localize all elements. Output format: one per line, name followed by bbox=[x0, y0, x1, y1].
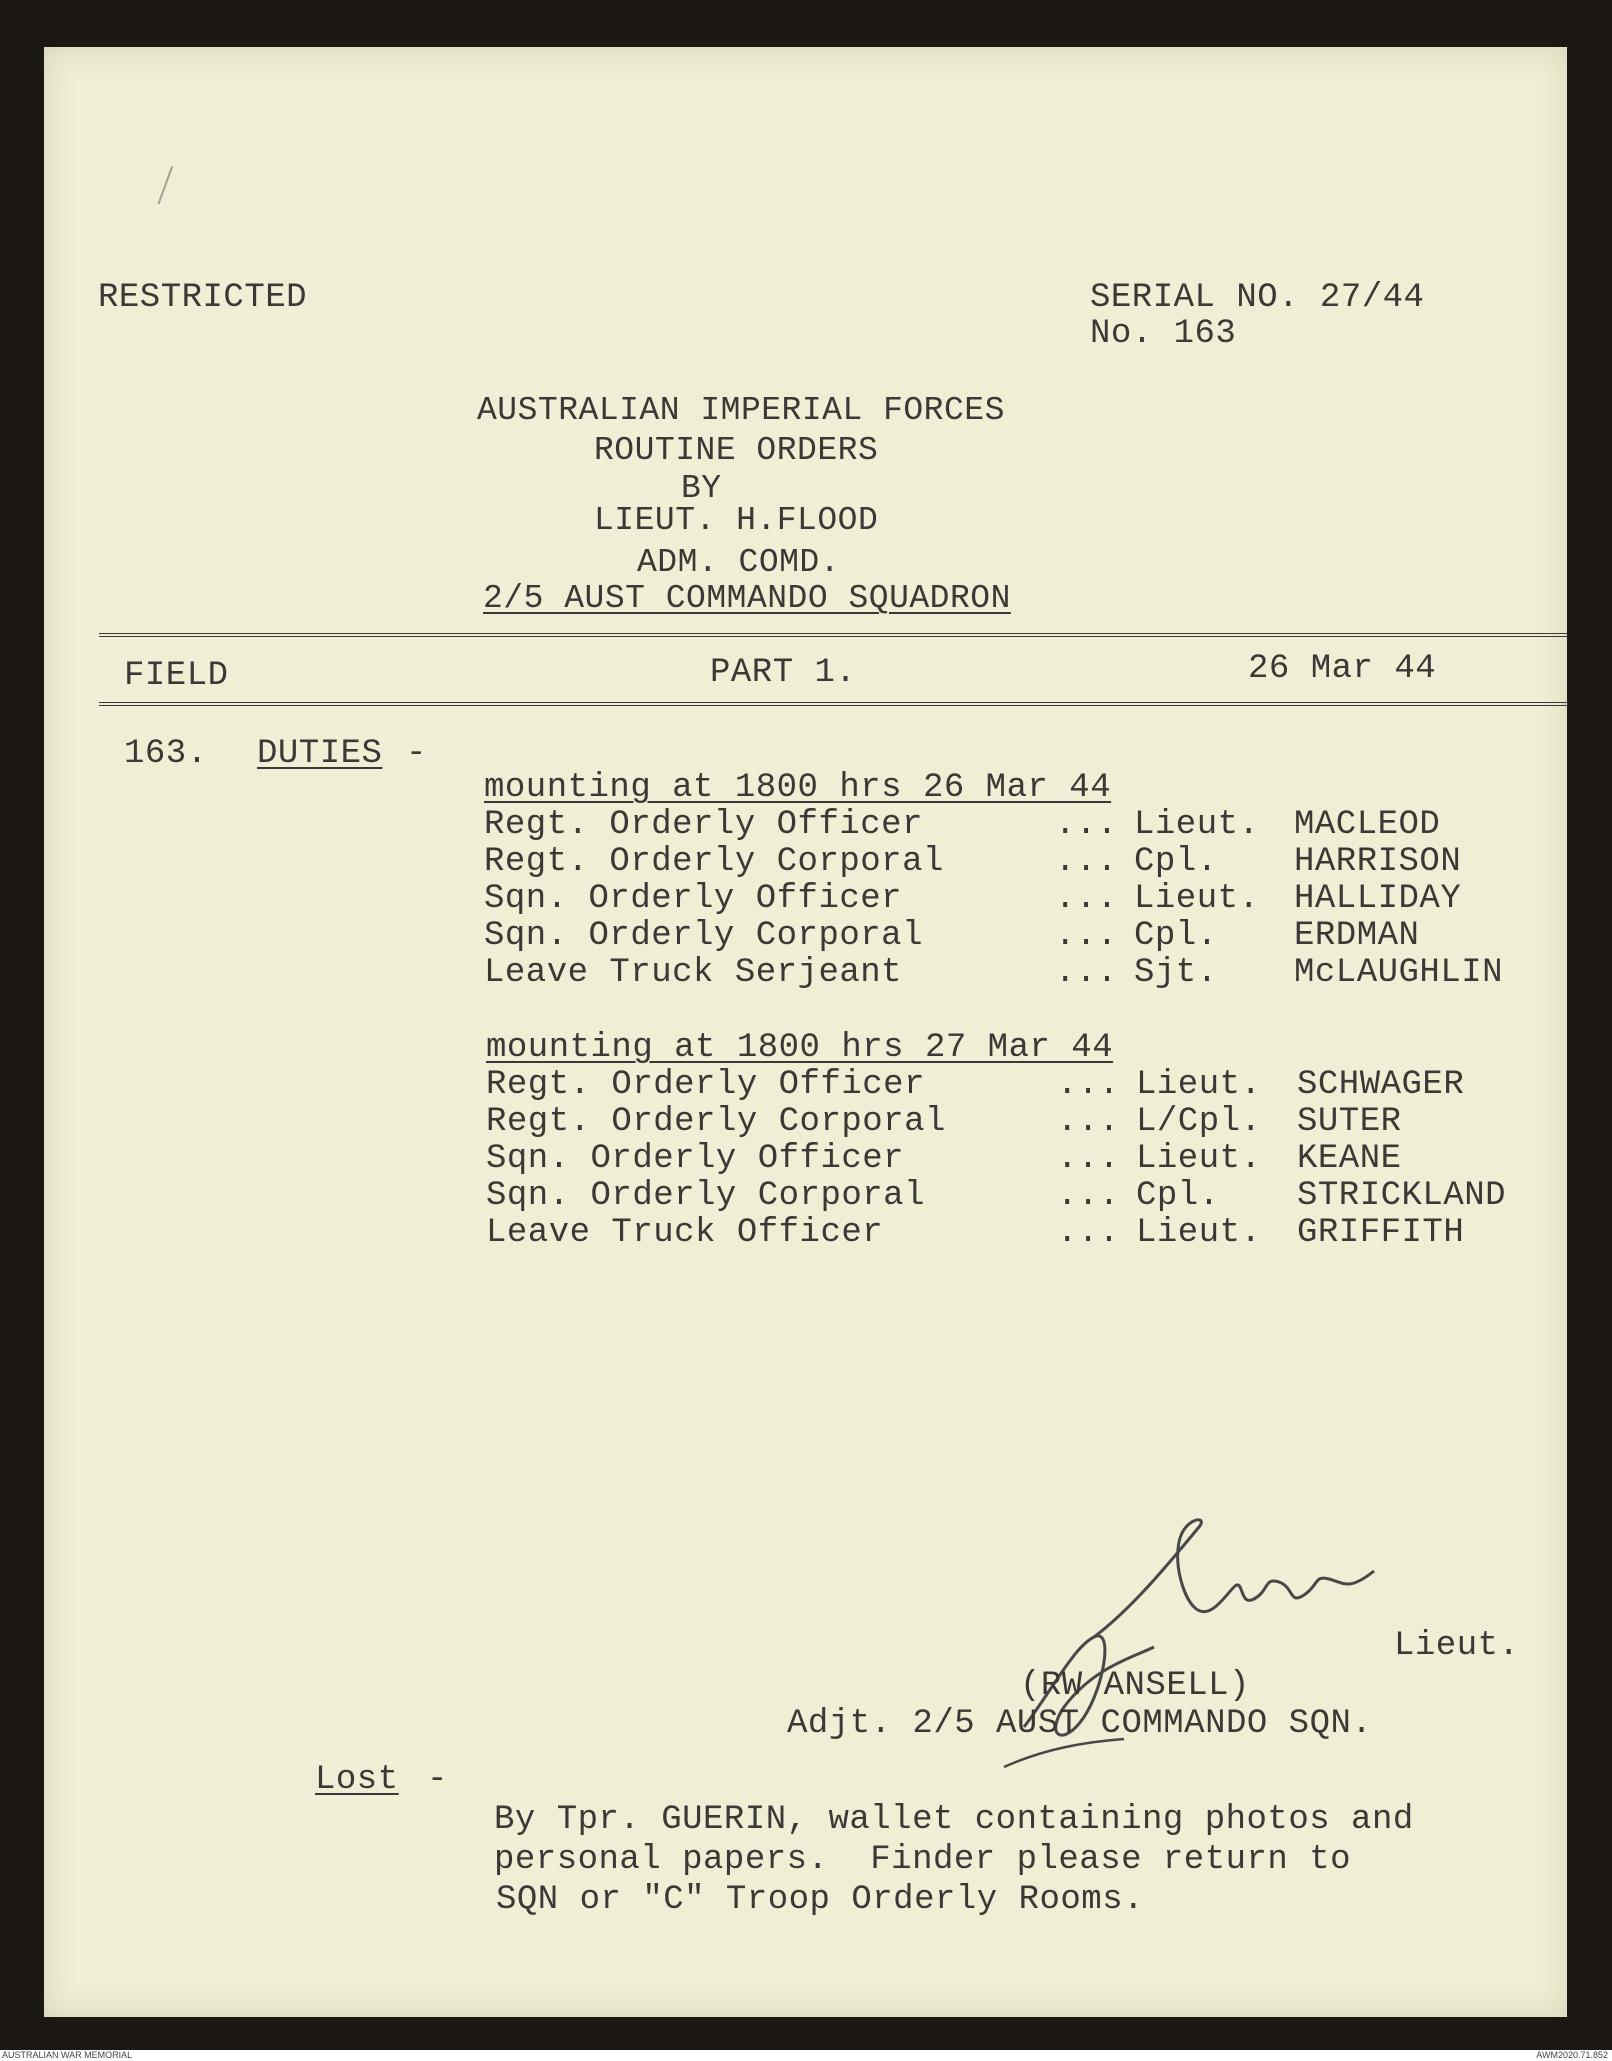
rank: Lieut. bbox=[1136, 1214, 1262, 1252]
duty-label: Regt. Orderly Corporal bbox=[484, 843, 944, 881]
top-rule bbox=[99, 633, 1567, 637]
signatory-name: (RW ANSELL) bbox=[1020, 1667, 1250, 1705]
person-name: HALLIDAY bbox=[1294, 880, 1462, 918]
person-name: McLAUGHLIN bbox=[1294, 954, 1504, 992]
dot-leader: ... bbox=[1057, 1103, 1120, 1141]
lost-line-3: SQN or "C" Troop Orderly Rooms. bbox=[496, 1881, 1145, 1919]
duty-label: Sqn. Orderly Corporal bbox=[484, 917, 923, 955]
dot-leader: ... bbox=[1057, 1177, 1120, 1215]
group-title: mounting at 1800 hrs 26 Mar 44 bbox=[484, 769, 1112, 807]
rank: Lieut. bbox=[1134, 880, 1260, 918]
serial-number: SERIAL NO. 27/44 bbox=[1090, 279, 1425, 317]
rank: Lieut. bbox=[1136, 1066, 1262, 1104]
title-line-2: ROUTINE ORDERS bbox=[594, 432, 879, 469]
signatory-title: Adjt. 2/5 AUST COMMANDO SQN. bbox=[787, 1705, 1373, 1743]
order-item-number: 163. bbox=[124, 735, 208, 773]
title-line-4: LIEUT. H.FLOOD bbox=[594, 502, 879, 539]
person-name: SUTER bbox=[1297, 1103, 1402, 1141]
dot-leader: ... bbox=[1055, 954, 1118, 992]
order-heading-dash: - bbox=[406, 735, 427, 773]
person-name: SCHWAGER bbox=[1297, 1066, 1465, 1104]
field-label: FIELD bbox=[124, 657, 229, 695]
classification-label: RESTRICTED bbox=[98, 279, 308, 317]
rank: Lieut. bbox=[1136, 1140, 1262, 1178]
person-name: KEANE bbox=[1297, 1140, 1402, 1178]
duty-label: Leave Truck Officer bbox=[486, 1214, 884, 1252]
person-name: MACLEOD bbox=[1294, 806, 1441, 844]
title-line-1: AUSTRALIAN IMPERIAL FORCES bbox=[477, 392, 1005, 429]
title-line-3: BY bbox=[681, 470, 722, 507]
rank: Cpl. bbox=[1136, 1177, 1220, 1215]
duty-label: Leave Truck Serjeant bbox=[484, 954, 903, 992]
lost-line-1: By Tpr. GUERIN, wallet containing photos and bbox=[494, 1801, 1414, 1839]
rank: Cpl. bbox=[1134, 917, 1218, 955]
duty-label: Sqn. Orderly Corporal bbox=[486, 1177, 925, 1215]
dot-leader: ... bbox=[1055, 843, 1118, 881]
pencil-mark bbox=[158, 166, 183, 208]
duty-label: Sqn. Orderly Officer bbox=[486, 1140, 905, 1178]
order-date: 26 Mar 44 bbox=[1248, 650, 1437, 688]
order-number: No. 163 bbox=[1090, 315, 1237, 353]
lost-line-2: personal papers. Finder please return to bbox=[494, 1841, 1352, 1879]
dot-leader: ... bbox=[1055, 806, 1118, 844]
lost-heading: Lost bbox=[315, 1761, 399, 1799]
order-heading: DUTIES bbox=[257, 735, 383, 773]
title-line-5: ADM. COMD. bbox=[637, 544, 841, 581]
dot-leader: ... bbox=[1057, 1214, 1120, 1252]
title-line-6: 2/5 AUST COMMANDO SQUADRON bbox=[483, 580, 1011, 617]
person-name: ERDMAN bbox=[1294, 917, 1420, 955]
duty-label: Regt. Orderly Officer bbox=[484, 806, 923, 844]
dot-leader: ... bbox=[1055, 880, 1118, 918]
person-name: HARRISON bbox=[1294, 843, 1462, 881]
signatory-rank: Lieut. bbox=[1394, 1627, 1520, 1665]
bottom-rule bbox=[99, 702, 1567, 706]
duty-label: Regt. Orderly Corporal bbox=[486, 1103, 946, 1141]
duty-label: Sqn. Orderly Officer bbox=[484, 880, 903, 918]
rank: Sjt. bbox=[1134, 954, 1218, 992]
person-name: GRIFFITH bbox=[1297, 1214, 1465, 1252]
part-label: PART 1. bbox=[710, 654, 857, 692]
rank: Lieut. bbox=[1134, 806, 1260, 844]
duty-label: Regt. Orderly Officer bbox=[486, 1066, 925, 1104]
rank: L/Cpl. bbox=[1136, 1103, 1262, 1141]
person-name: STRICKLAND bbox=[1297, 1177, 1507, 1215]
dot-leader: ... bbox=[1057, 1140, 1120, 1178]
rank: Cpl. bbox=[1134, 843, 1218, 881]
document-page bbox=[44, 47, 1567, 2017]
dot-leader: ... bbox=[1055, 917, 1118, 955]
footer-archive-label: AUSTRALIAN WAR MEMORIAL bbox=[2, 2050, 133, 2060]
group-title: mounting at 1800 hrs 27 Mar 44 bbox=[486, 1029, 1114, 1067]
dot-leader: ... bbox=[1057, 1066, 1120, 1104]
lost-heading-dash: - bbox=[427, 1761, 448, 1799]
footer-accession-number: AWM2020.71.852 bbox=[1536, 2050, 1608, 2060]
